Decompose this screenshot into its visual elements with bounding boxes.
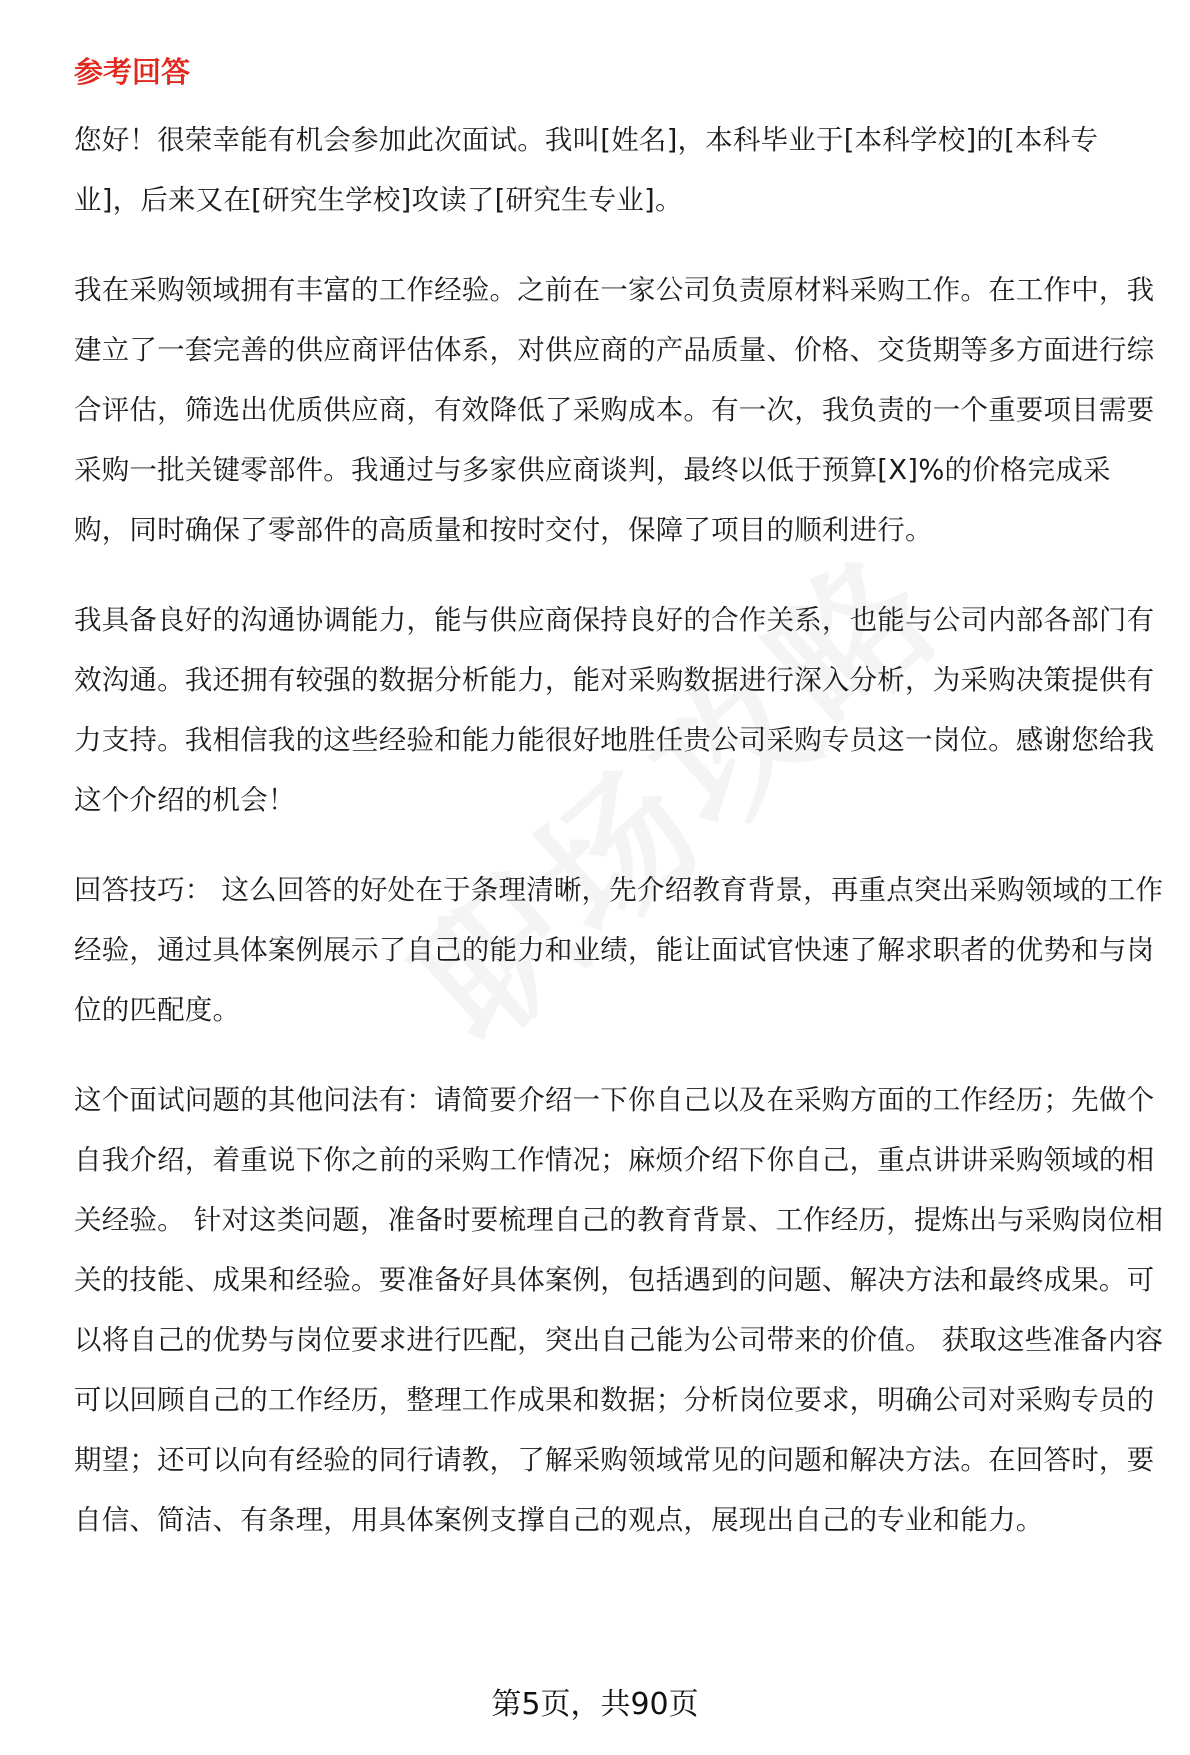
page-number: 第5页，共90页 xyxy=(491,1687,699,1722)
paragraph-work-experience: 我在采购领域拥有丰富的工作经验。之前在一家公司负责原材料采购工作。在工作中，我建立了一套完善的供应商评估体系，对供应商的产品质量、价格、交货期等多方面进行综合评估，筛选出优质供应商，有效降低了采购成本。有一次，我负责的一个重要项目需要采购一批关键零部件。我通过与多家供应商谈判，最终以低于预算[X]%的价格完成采购，同时确保了零部件的高质量和按时交付，保障了项目的顺利进行。 xyxy=(74,274,1155,546)
paragraph-abilities: 我具备良好的沟通协调能力，能与供应商保持良好的合作关系，也能与公司内部各部门有效沟通。我还拥有较强的数据分析能力，能对采购数据进行深入分析，为采购决策提供有力支持。我相信我的这些经验和能力能很好地胜任贵公司采购专员这一岗位。感谢您给我这个介绍的机会！ xyxy=(74,604,1155,816)
page-content xyxy=(74,50,1164,1580)
section-heading: 参考回答 xyxy=(74,55,191,89)
paragraph-self-intro: 您好！很荣幸能有机会参加此次面试。我叫[姓名]，本科毕业于[本科学校]的[本科专业]，后来又在[研究生学校]攻读了[研究生专业]。 xyxy=(74,124,1099,216)
paragraph-other-questions: 这个面试问题的其他问法有：请简要介绍一下你自己以及在采购方面的工作经历；先做个自我介绍，着重说下你之前的采购工作情况；麻烦介绍下你自己，重点讲讲采购领域的相关经验。 针对这类问题，准备时要梳理自己的教育背景、工作经历，提炼出与采购岗位相关的技能、成果和经验。要准备好具体案例，包括遇到的问题、解决方法和最终成果。可以将自己的优势与岗位要求进行匹配，突出自己能为公司带来的价值。 获取这些准备内容可以回顾自己的工作经历，整理工作成果和数据；分析岗位要求，明确公司对采购专员的期望；还可以向有经验的同行请教，了解采购领域常见的问题和解决方法。在回答时，要自信、简洁、有条理，用具体案例支撑自己的观点，展现出自己的专业和能力。 xyxy=(74,1084,1164,1536)
paragraph-answer-tips: 回答技巧： 这么回答的好处在于条理清晰，先介绍教育背景，再重点突出采购领域的工作经验，通过具体案例展示了自己的能力和业绩，能让面试官快速了解求职者的优势和与岗位的匹配度。 xyxy=(74,874,1164,1026)
